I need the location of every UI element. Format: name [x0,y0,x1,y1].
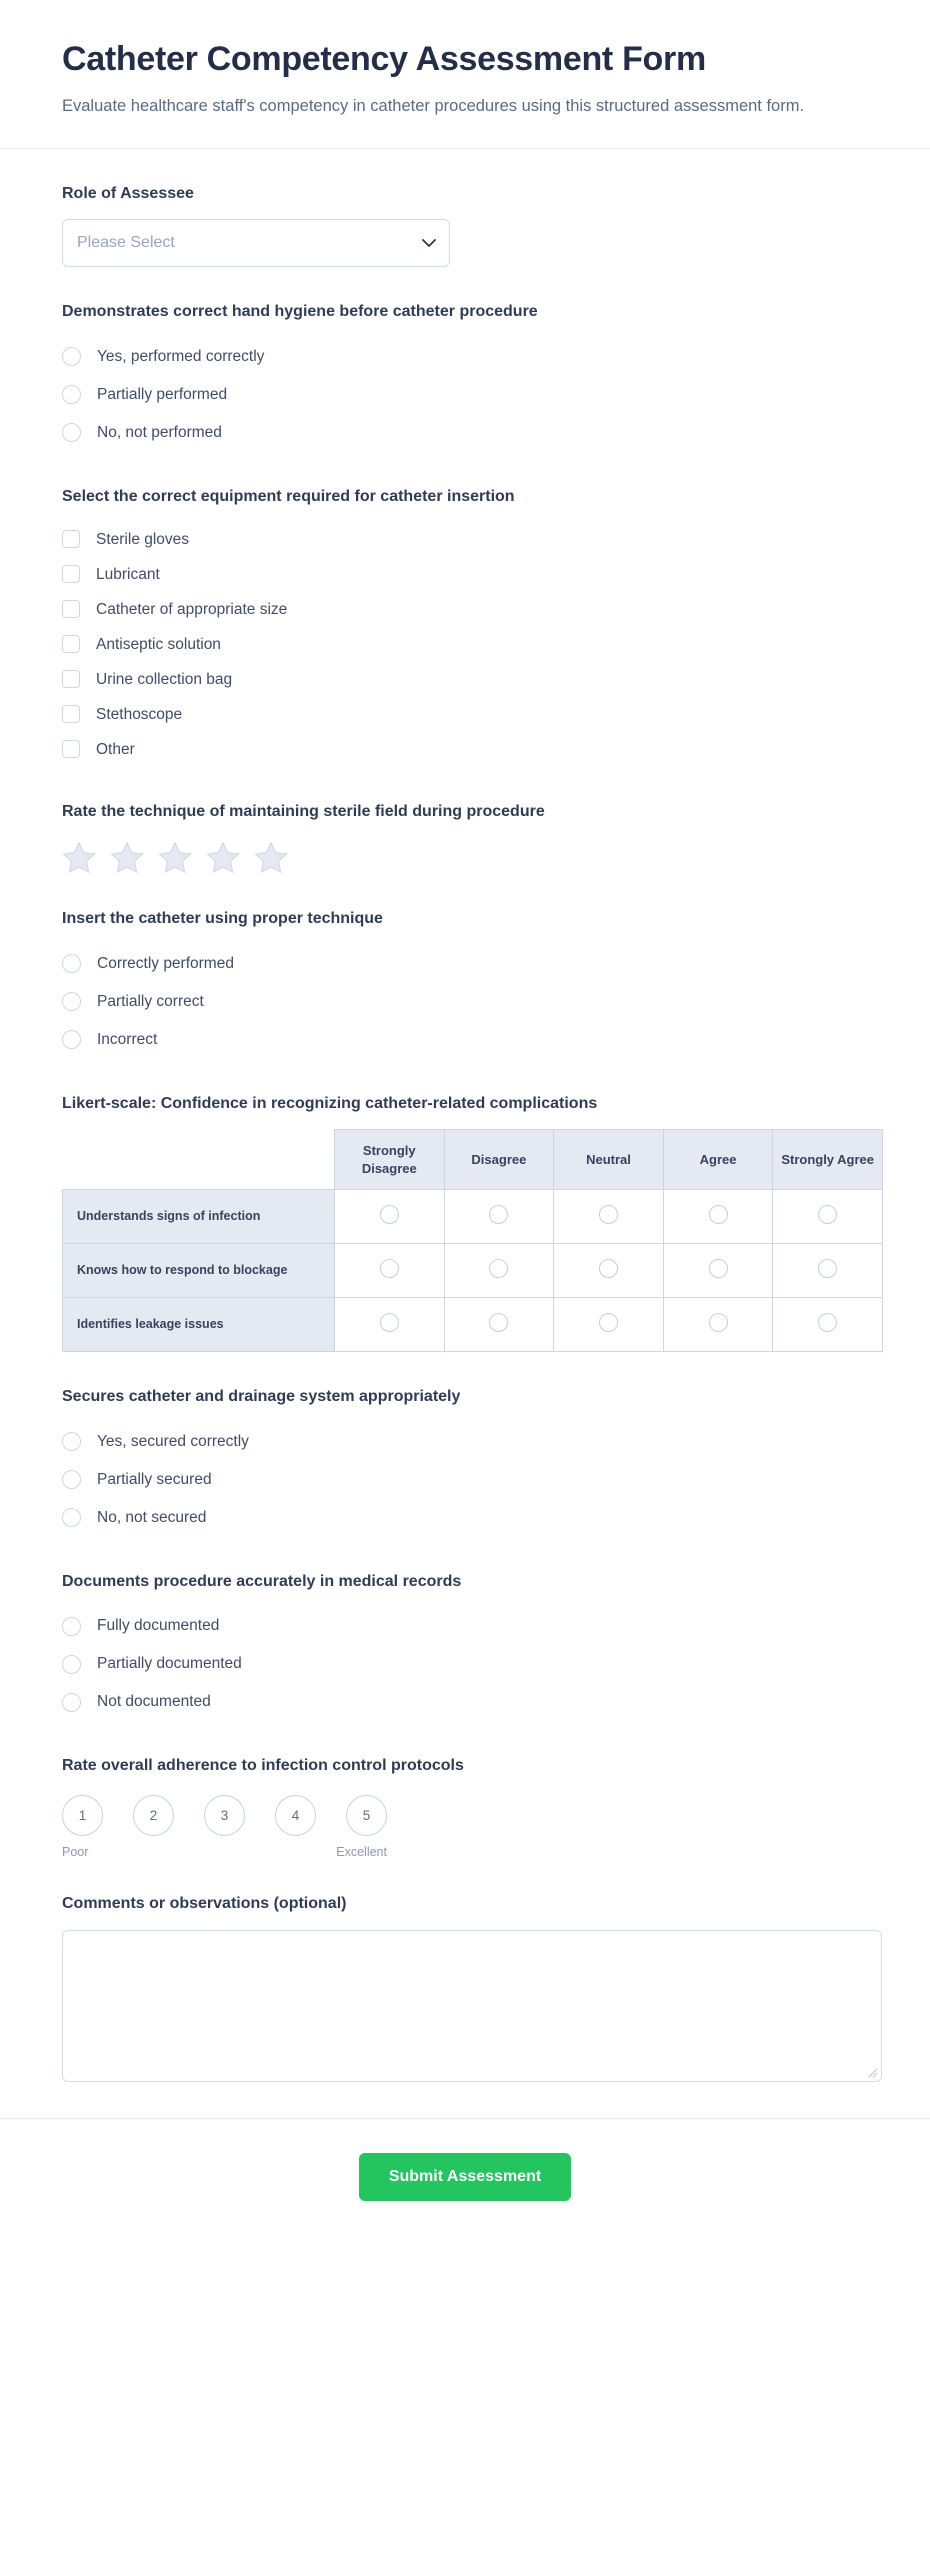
star-icon[interactable] [62,841,96,874]
scale-option[interactable] [204,1795,245,1836]
radio-option-label: No, not secured [97,1508,207,1526]
checkbox-square-icon [62,635,80,653]
field-sterile-field-rating [62,801,868,874]
radio-option[interactable] [62,945,868,983]
radio-circle-icon [62,423,81,442]
radio-circle-icon [380,1313,399,1332]
likert-cell[interactable] [663,1190,773,1244]
checkbox-option[interactable] [62,592,868,627]
scale-circle: 3 [204,1795,245,1836]
likert-row [63,1190,883,1244]
role-select[interactable] [62,219,450,267]
radio-circle-icon [62,992,81,1011]
scale-circle: 2 [133,1795,174,1836]
likert-row [63,1244,883,1298]
radio-option-label: Partially performed [97,385,228,403]
radio-circle-icon [709,1259,728,1278]
radio-circle-icon [599,1205,618,1224]
radio-circle-icon [599,1259,618,1278]
field-label-adherence-scale: Rate overall adherence to infection control protocols [62,1757,464,1775]
radio-group-documents [62,1607,868,1721]
field-likert [62,1093,875,1352]
likert-cell[interactable] [663,1298,773,1352]
radio-option[interactable] [62,1021,868,1059]
radio-circle-icon [380,1205,399,1224]
radio-option-label: Fully documented [97,1617,220,1635]
field-label-insertion: Insert the catheter using proper technique [62,910,383,928]
checkbox-option[interactable] [62,522,868,557]
radio-option-label: No, not performed [97,423,222,441]
radio-circle-icon [62,1030,81,1049]
checkbox-option-label: Stethoscope [96,705,183,723]
checkbox-option[interactable] [62,697,868,732]
radio-circle-icon [62,954,81,973]
checkbox-square-icon [62,705,80,723]
likert-cell[interactable] [773,1190,883,1244]
scale-option[interactable] [62,1795,103,1836]
field-equipment [62,486,868,767]
scale-circle: 5 [346,1795,387,1836]
likert-column-header: Strongly Disagree [335,1130,445,1190]
radio-option-label: Yes, secured correctly [97,1432,249,1450]
comments-textarea[interactable] [62,1930,882,2082]
likert-header-row [63,1130,883,1190]
radio-option-label: Correctly performed [97,954,234,972]
scale-captions [62,1845,387,1859]
checkbox-square-icon [62,530,80,548]
radio-circle-icon [62,1470,81,1489]
likert-cell[interactable] [444,1190,554,1244]
radio-option-label: Partially documented [97,1655,242,1673]
likert-cell[interactable] [554,1190,664,1244]
form-header [0,0,930,149]
star-icon[interactable] [206,841,240,874]
checkbox-option-label: Urine collection bag [96,670,233,688]
radio-circle-icon [62,1655,81,1674]
radio-group-hand-hygiene [62,338,868,452]
field-label-equipment: Select the correct equipment required for catheter insertion [62,487,515,505]
checkbox-option-label: Sterile gloves [96,530,190,548]
page-subtitle: Evaluate healthcare staff's competency in catheter procedures using this structured assessment form. [62,97,805,116]
likert-column-header: Agree [663,1130,773,1190]
form-body [0,149,930,2082]
radio-option-label: Partially correct [97,992,204,1010]
likert-table-wrapper [62,1129,875,1352]
likert-cell[interactable] [444,1244,554,1298]
checkbox-option-label: Catheter of appropriate size [96,600,288,618]
scale-circle: 1 [62,1795,103,1836]
scale-option[interactable] [346,1795,387,1836]
likert-column-header: Neutral [554,1130,664,1190]
radio-circle-icon [709,1313,728,1332]
radio-option[interactable] [62,983,868,1021]
form-footer [0,2118,930,2245]
likert-cell[interactable] [554,1298,664,1352]
checkbox-option[interactable] [62,557,868,592]
likert-cell[interactable] [335,1244,445,1298]
radio-option-label: Incorrect [97,1030,158,1048]
likert-cell[interactable] [444,1298,554,1352]
radio-circle-icon [818,1259,837,1278]
radio-circle-icon [380,1259,399,1278]
checkbox-option-label: Lubricant [96,565,160,583]
checkbox-group-equipment [62,522,868,767]
submit-assessment-button[interactable]: Submit Assessment [359,2153,571,2201]
radio-circle-icon [489,1259,508,1278]
checkbox-option[interactable] [62,662,868,697]
field-label-hand-hygiene: Demonstrates correct hand hygiene before catheter procedure [62,303,538,321]
likert-column-header: Disagree [444,1130,554,1190]
numeric-scale-row [62,1791,868,1836]
checkbox-option[interactable] [62,732,868,767]
checkbox-option[interactable] [62,627,868,662]
likert-row [63,1298,883,1352]
scale-caption-low: Poor [62,1845,89,1860]
radio-option-label: Not documented [97,1693,211,1711]
radio-option-label: Yes, performed correctly [97,347,265,365]
likert-column-header: Strongly Agree [773,1130,883,1190]
star-icon[interactable] [158,841,192,874]
field-label-comments: Comments or observations (optional) [62,1895,347,1913]
radio-option[interactable] [62,414,868,452]
checkbox-square-icon [62,600,80,618]
radio-group-secures [62,1423,868,1537]
radio-option[interactable] [62,1499,868,1537]
role-select-value: Please Select [77,234,175,252]
scale-option[interactable] [275,1795,316,1836]
checkbox-square-icon [62,565,80,583]
scale-option[interactable] [133,1795,174,1836]
radio-circle-icon [599,1313,618,1332]
field-label-sterile-field-rating: Rate the technique of maintaining sterile field during procedure [62,802,545,820]
field-comments [62,1893,868,2081]
likert-table [62,1129,883,1352]
field-secures [62,1386,868,1536]
scale-circle: 4 [275,1795,316,1836]
radio-circle-icon [818,1205,837,1224]
likert-row-label: Identifies leakage issues [63,1298,335,1352]
radio-circle-icon [62,385,81,404]
likert-cell[interactable] [773,1244,883,1298]
radio-option[interactable] [62,338,868,376]
field-insertion [62,908,868,1058]
radio-circle-icon [818,1313,837,1332]
checkbox-option-label: Antiseptic solution [96,635,221,653]
likert-cell[interactable] [335,1298,445,1352]
field-documents [62,1571,868,1721]
star-rating-widget [62,837,868,874]
likert-cell[interactable] [773,1298,883,1352]
checkbox-square-icon [62,670,80,688]
radio-circle-icon [62,347,81,366]
radio-option[interactable] [62,1423,868,1461]
likert-corner-cell [63,1130,335,1190]
field-label-documents: Documents procedure accurately in medical records [62,1572,462,1590]
radio-circle-icon [62,1508,81,1527]
radio-circle-icon [62,1432,81,1451]
likert-row-label: Knows how to respond to blockage [63,1244,335,1298]
role-select-wrapper [62,219,450,267]
field-label-role: Role of Assessee [62,184,194,202]
radio-circle-icon [489,1205,508,1224]
star-icon[interactable] [254,841,288,874]
likert-cell[interactable] [554,1244,664,1298]
resize-handle-icon[interactable] [866,2066,878,2078]
numeric-scale-widget [62,1791,868,1859]
checkbox-square-icon [62,740,80,758]
star-icon[interactable] [110,841,144,874]
radio-option[interactable] [62,1683,868,1721]
radio-group-insertion [62,945,868,1059]
radio-option[interactable] [62,1461,868,1499]
scale-caption-high: Excellent [336,1845,387,1860]
field-label-likert: Likert-scale: Confidence in recognizing catheter-related complications [62,1094,598,1112]
likert-cell[interactable] [335,1190,445,1244]
likert-cell[interactable] [663,1244,773,1298]
radio-option-label: Partially secured [97,1470,212,1488]
radio-circle-icon [62,1617,81,1636]
field-label-secures: Secures catheter and drainage system appropriately [62,1388,461,1406]
field-hand-hygiene [62,301,868,451]
radio-circle-icon [709,1205,728,1224]
radio-option[interactable] [62,1645,868,1683]
field-role-of-assessee [62,183,868,267]
radio-option[interactable] [62,1607,868,1645]
field-adherence-scale [62,1755,868,1859]
radio-circle-icon [62,1693,81,1712]
page-title: Catheter Competency Assessment Form [62,40,706,78]
checkbox-option-label: Other [96,740,135,758]
radio-option[interactable] [62,376,868,414]
radio-circle-icon [489,1313,508,1332]
likert-row-label: Understands signs of infection [63,1190,335,1244]
